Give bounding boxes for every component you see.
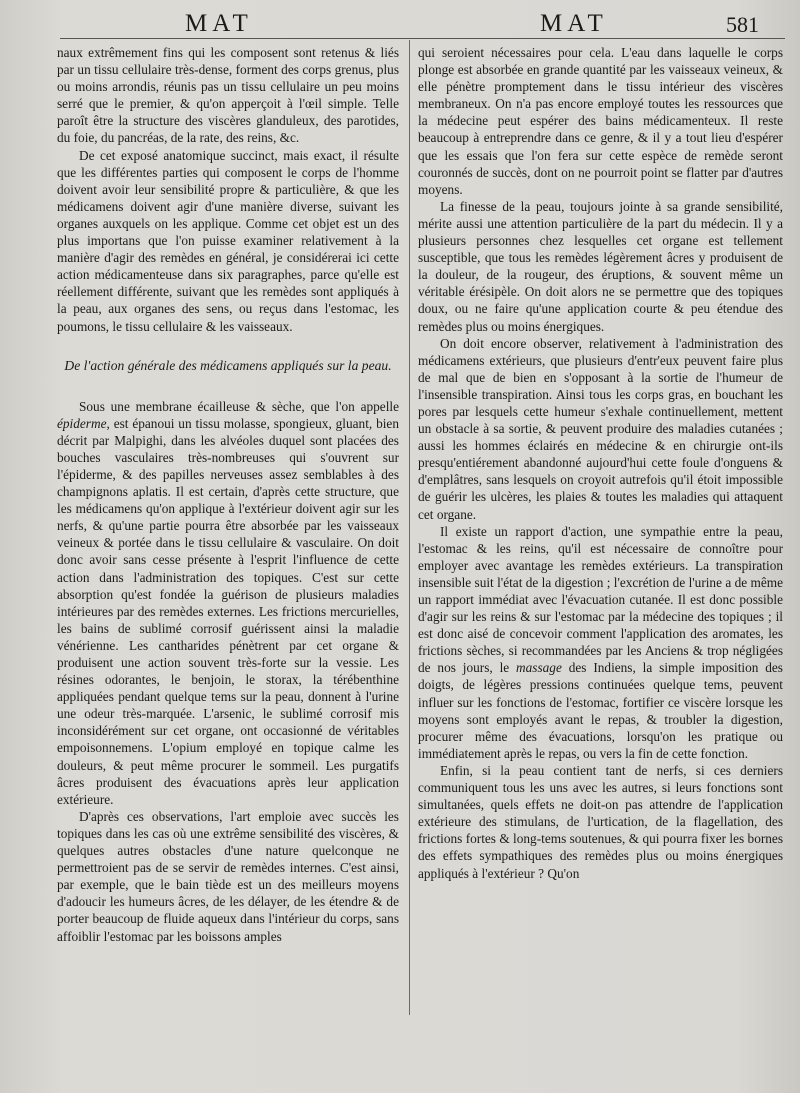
paragraph: naux extrêmement fins qui les composent sont retenus & liés par un tissu cellulaire très-dense, forment des corps grenus, plus ou moins arrondis, réunis pas un tissu cellulaire un peu moins serré que le premier, & qu'on apperçoit à l'œil simple. Telle paroît être la structure des viscères glanduleux, des parotides, du foie, du pancréas, de la rate, des reins, &c. [57,45,399,146]
header-right-word: MAT [540,10,608,37]
paragraph: qui seroient nécessaires pour cela. L'eau dans laquelle le corps plonge est absorbée en grande quantité par les vaisseaux veineux, & elle pénètre promptement dans le tissu intérieur des viscères membraneux. On n'a pas encore employé toutes les ressources que la médecine peut espérer des bains médicamenteux. Il reste beaucoup à entreprendre dans ce genre, & il y a tout lieu d'espérer que les essais que l'on fera sur cette espèce de remède seront couronnés de succès, dont on ne pourroit point se flatter par d'autres moyens. [418,45,783,197]
section-heading: De l'action générale des médicamens appliqués sur la peau. [64,357,392,373]
left-column [57,44,399,945]
emphasis-term: épiderme [57,415,107,431]
paragraph: Sous une membrane écailleuse & sèche, que l'on appelle épiderme, est épanoui un tissu molasse, spongieux, gluant, bien décrit par Malpighi, dans les alvéoles duquel sont placées des bouches vasculaires très-nombreuses qui s'ouvrent sur l'épiderme, & des papilles nerveuses assez semblables à des champignons aplatis. Il est certain, d'après cette structure, que les médicamens qu'on applique à l'extérieur doivent agir sur les nerfs, & qu'une partie pourra être absorbée par les vaisseaux veineux & portée dans le tissu cellulaire & vasculaire. On doit donc avoir sans cesse présente à l'esprit l'influence de cette action dans l'administration des topiques. C'est sur cette absorption qu'est fondée la guérison de plusieurs maladies intérieures par des remèdes externes. Les frictions mercurielles, les bains de sublimé corrosif guérissent ainsi la maladie vénérienne. Les cantharides pénètrent par cet organe & produisent une action souvent très-forte sur la vessie. Les résines odorantes, le benjoin, le storax, la térébenthine appliquées pendant quelque tems sur la peau, donnent à l'urine une odeur très-marquée. L'arsenic, le sublimé corrosif mis inconsidérément sur cet organe, ont occasionné de véritables empoisonnemens. L'opium employé en topique calme les douleurs, & peut même procurer le sommeil. Les purgatifs âcres produisent des évacuations après leur application extérieure. [57,398,399,807]
paragraph: Il existe un rapport d'action, une sympathie entre la peau, l'estomac & les reins, qu'il est nécessaire de connoître pour employer avec avantage les remèdes extérieurs. La transpiration insensible suit l'état de la digestion ; l'excrétion de l'urine a de même un rapport immédiat avec l'évacuation cutanée. Il est donc possible d'agir sur les reins & sur l'estomac par la médecine des topiques ; il est donc aisé de concevoir comment l'application des aromates, les frictions sèches, si recommandées par les Anciens & trop négligées de nos jours, le massage des Indiens, la simple imposition des doigts, de légères pressions continuées quelque tems, peuvent influer sur les fonctions de l'estomac, fortifier ce viscère lorsque les moyens sont employés avant le repas, & troubler la digestion, procurer même des évacuations, lorsqu'on les pratique ou immédiatement après le repas, ou vers la fin de cette fonction. [418,523,783,761]
paragraph: De cet exposé anatomique succinct, mais exact, il résulte que les différentes parties qui composent le corps de l'homme doivent avoir leur sensibilité propre & particulière, & que les médicamens doivent agir d'une manière diverse, suivant les organes auxquels on les applique. Comme cet objet est un des plus importans que l'on puisse examiner relativement à la manière d'agir des remèdes en général, je considérerai ici cette action médicamenteuse dans six paragraphes, parce qu'elle est réellement différente, suivant que les remèdes sont appliqués à la peau, aux organes des sens, ou reçus dans l'estomac, les poumons, le tissu cellulaire & les vaisseaux. [57,147,399,334]
running-header [0,10,800,40]
paragraph: D'après ces observations, l'art emploie avec succès les topiques dans les cas où une extrême sensibilité des viscères, & quelques autres obstacles d'une nature quelconque ne permettroient pas de se servir de remèdes internes. C'est ainsi, par exemple, que le bain tiède est un des meilleurs moyens d'adoucir les humeurs âcres, de les délayer, de les étendre & de porter beaucoup de fluide aqueux dans l'intérieur du corps, sans affoiblir l'estomac par les boissons amples [57,808,399,944]
header-rule [60,38,785,39]
paragraph: Enfin, si la peau contient tant de nerfs, si ces derniers communiquent tous les uns avec les autres, si leurs fonctions sont simultanées, quels effets ne doit-on pas attendre de l'application extérieure des stimulans, de l'urtication, de la flagellation, des frictions fortes & long-tems soutenues, & qui pourra fixer les bornes des effets sympathiques des remèdes plus ou moins énergiques appliqués à l'extérieur ? Qu'on [418,762,783,881]
emphasis-term: massage [516,660,562,676]
page-number: 581 [726,12,759,37]
paragraph: On doit encore observer, relativement à l'administration des médicamens extérieurs, que plusieurs d'entr'eux peuvent faire plus de mal que de bien en s'opposant à la sortie de l'humeur de l'insensible transpiration. Ainsi tous les corps gras, en bouchant les pores par lesquels cette humeur s'exhale continuellement, mettent un obstacle à sa sortie, & peuvent produire des maladies cutanées ; aussi les hommes éclairés en médecine & en chirurgie ont-ils presqu'entiérement abandonné aujourd'hui cette foule d'onguens & d'emplâtres, sans lesquels on croyoit autrefois qu'il étoit impossible de guérir les ulcères, les plaies & toutes les maladies qui attaquent cet organe. [418,335,783,522]
header-left-word: MAT [185,10,253,37]
paragraph: La finesse de la peau, toujours jointe à sa grande sensibilité, mérite aussi une attention particulière de la part du médecin. Il y a plusieurs personnes chez lesquelles cet organe est tellement susceptible, que tous les remèdes légèrement âcres y produisent de la douleur, de la rougeur, des éruptions, & souvent même un véritable érésipèle. On doit alors ne se permettre que des topiques doux, ou ne faire qu'une application courte & peu étendue des remèdes plus ou moins énergiques. [418,198,783,334]
column-divider [409,40,410,1015]
right-column [418,44,783,882]
